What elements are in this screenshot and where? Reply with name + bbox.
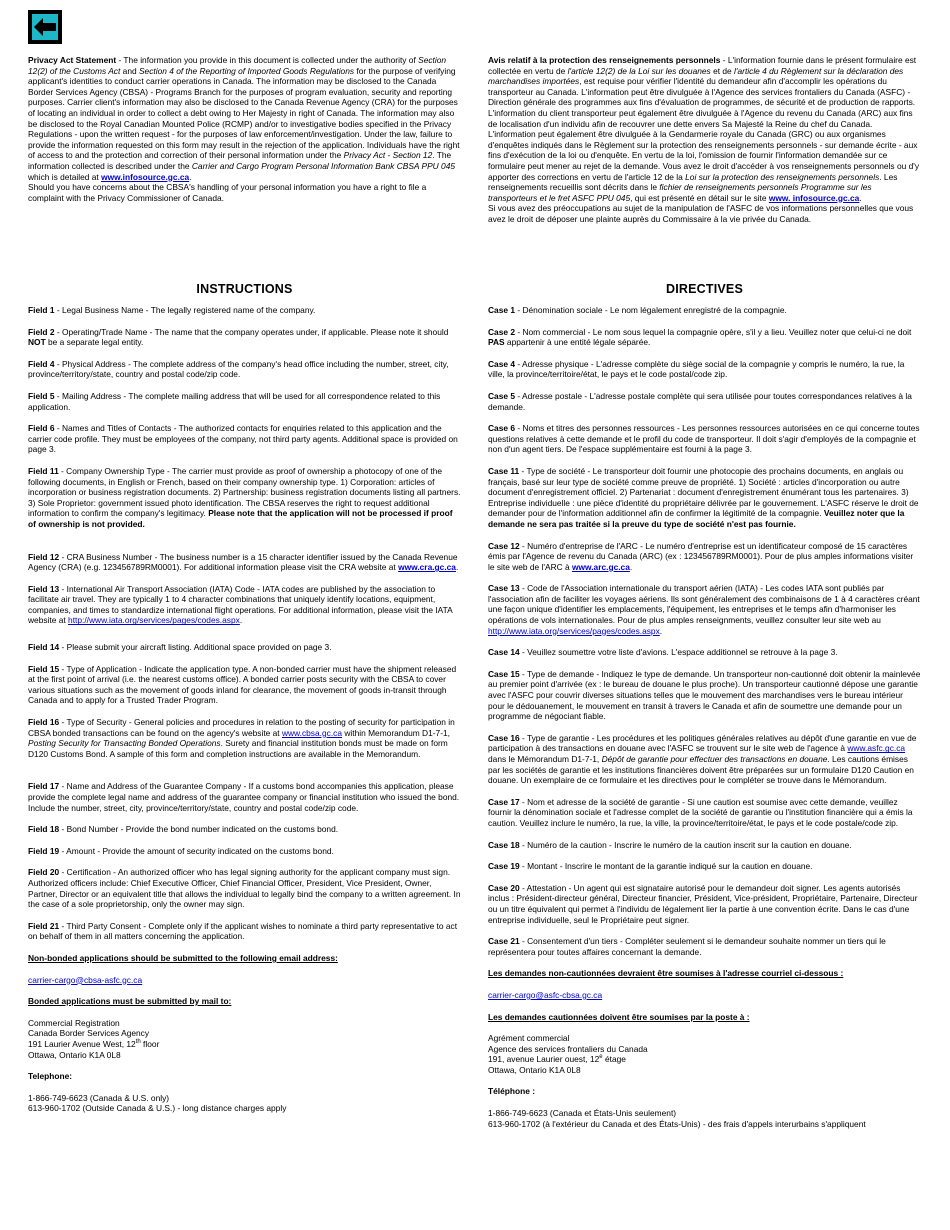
email-link-en[interactable]: carrier-cargo@cbsa-asfc.gc.ca bbox=[28, 974, 143, 985]
field-19: Field 19 - Amount - Provide the amount of security indicated on the customs bond. bbox=[28, 845, 334, 856]
iata-link-en[interactable]: http://www.iata.org/services/pages/codes.aspx bbox=[68, 615, 240, 626]
case-6: Case 6 - Noms et titres des personnes ressources - Les personnes ressources autorisées en ce qui concerne toutes questions relatives à cette demande et le profil du code de transporteur. Il doit s'agir d'employés de la compagnie et non d'un agent tiers. De l'espace supplémentaire est fourni à la page 3. bbox=[488, 423, 920, 455]
privacy-title-en: Privacy Act Statement bbox=[28, 55, 117, 65]
field-21: Field 21 - Third Party Consent - Complete only if the applicant wishes to nominate a third party representative to act on behalf of them in all matters concerning the application. bbox=[28, 920, 458, 942]
nonbonded-heading-fr: Les demandes non-cautionnées devraient être soumises à l'adresse courriel ci-dessous : bbox=[488, 968, 844, 979]
privacy-title-fr: Avis relatif à la protection des renseignements personnels bbox=[488, 55, 721, 65]
case-12: Case 12 - Numéro d'entreprise de l'ARC - Le numéro d'entreprise est un identificateur composé de 15 caractères émis par l'Agence de revenu du Canada (ARC) (ex : 123456789RM0001). Pour de plus amples informations visiter le site web de l'ARC à www.arc.gc.ca. bbox=[488, 540, 914, 572]
directives-heading: DIRECTIVES bbox=[665, 282, 743, 296]
field-16: Field 16 - Type of Security - General policies and procedures in relation to the posting of security for participation in CBSA bonded transactions can be found on the agency's website at www.cbsa.gc.ca within Memorandum D1-7-1, Posting Security for Transacting Bonded Operations. Surety and financial institution bonds must be made on form D120 Customs Bond. A sample of this form and completion instructions are available in the Memorandum. bbox=[28, 717, 455, 759]
case-1: Case 1 - Dénomination sociale - Le nom légalement enregistré de la compagnie. bbox=[488, 305, 787, 315]
field-4: Field 4 - Physical Address - The complete address of the company's head office including the number, street, city, province/territory/state, country and postal code/zip code. bbox=[28, 358, 449, 380]
field-11: Field 11 - Company Ownership Type - The carrier must provide as proof of ownership a photocopy of one of the following documents, in English or French, based on their company ownership type. 1) Corporation: articles of incorporation or business registration documents. 2) Partnership: business registration documents listing all partners. 3) Sole Proprietor: government issued photo identification. The CBSA reserves the right to request additional information to confirm the company's legitimacy. Please note that the application will not be processed if proof of ownership is not provided. bbox=[28, 465, 461, 529]
field-6: Field 6 - Names and Titles of Contacts - The authorized contacts for enquiries related to this application and the carrier code profile. They must be employees of the company, not third party agents. Additional space is provided on page 3. bbox=[28, 423, 458, 455]
infosource-link-en[interactable]: www.infosource.gc.ca bbox=[101, 171, 190, 182]
case-15: Case 15 - Type de demande - Indiquez le type de demande. Un transporteur non-cautionné doit obtenir la mainlevée au premier point d'arrivée (ex : le bureau de douane le plus proche). Un transporteur cautionné dépose une garantie avec l'ASFC pour couvrir diverses situations telles que le mouvement des marchandises vers le bureau intérieur pour le dédouanement, le mouvement en transit à travers le Canada et afin de soumettre une demande pour un programme de négociant fiable. bbox=[488, 668, 921, 722]
field-13: Field 13 - International Air Transport Association (IATA) Code - IATA codes are published by the association to facilitate air travel. They are typically 1 to 4 character combinations that uniquely identify locations, equipment, companies, and times to standardize international flight operations. For additional information, please visit the IATA website at http://www.iata.org/services/pages/codes.aspx. bbox=[28, 583, 453, 626]
telephone-numbers-en: 1-866-749-6623 (Canada & U.S. only) 613-960-1702 (Outside Canada & U.S.) - long distance charges apply bbox=[28, 1092, 287, 1114]
case-4: Case 4 - Adresse physique - L'adresse complète du siège social de la compagnie y compris le numéro, la rue, la ville, la province/territoire/état, le pays et le code postal/code zip. bbox=[488, 358, 905, 380]
bonded-heading-en: Bonded applications must be submitted by mail to: bbox=[28, 996, 232, 1007]
case-20: Case 20 - Attestation - Un agent qui est signataire autorisé pour le demandeur doit signer. Les agents autorisés inclus : Président-directeur général, Directeur financier, Président, Vice-président, Propriétaire, Partenaire, Directeur ou un titre équivalent qui permet à l'individu de légalement lier la partie à une convention écrite. Dans le cas d'une entreprise individuelle, seul le Propriétaire peut signer. bbox=[488, 882, 918, 925]
mailing-address-en: Commercial Registration Canada Border Services Agency 191 Laurier Avenue West, 12th floor Ottawa, Ontario K1A 0L8 bbox=[28, 1017, 160, 1060]
case-18: Case 18 - Numéro de la caution - Inscrire le numéro de la caution inscrit sur la caution en douane. bbox=[488, 839, 852, 850]
privacy-statement-en: Privacy Act Statement - The information you provide in this document is collected under the authority of Section 12(2) of the Customs Act and Section 4 of the Reporting of Imported Goods Regulations for the purpose of verifying applicant's identities to conduct carrier operations in Canada. The information may be disclosed to the Canada Border Services Agency (CBSA) - Programs Branch for the purposes of program evaluation, security and reporting purposes. Carrier client's information may also be disclosed to the Canada Revenue Agency (CRA) for the purposes of locating an individual in order to collect a debt owing to Her Majesty in right of Canada. The information may also be disclosed to the Royal Canadian Mounted Police (RCMP) and/or to investigative bodies specified in the Privacy Regulations - upon the written request - for the purposes of law enforcement/investigation. Under the law, failure to provide the information requested on this form may result in the rejection of the application. Individuals have the right of access to and the protection and correction of their personal information under the Privacy Act - Section 12. The information collected is described under the Carrier and Cargo Program Personal Information Bank CBSA PPU 045 which is detailed at www.infosource.gc.ca. Should you have concerns about the CBSA's handling of your personal information you have a right to file a complaint with the Privacy Commissioner of Canada. bbox=[28, 55, 460, 203]
email-link-fr[interactable]: carrier-cargo@asfc-cbsa.gc.ca bbox=[488, 989, 603, 1000]
field-5: Field 5 - Mailing Address - The complete mailing address that will be used for all correspondence related to this application. bbox=[28, 390, 441, 412]
back-button[interactable] bbox=[28, 10, 62, 44]
arc-link[interactable]: www.arc.gc.ca bbox=[572, 561, 630, 572]
cra-link[interactable]: www.cra.gc.ca bbox=[398, 562, 456, 573]
field-2: Field 2 - Operating/Trade Name - The name that the company operates under, if applicable. Please note it should NOT be a separate legal entity. bbox=[28, 326, 449, 348]
telephone-label-en: Telephone: bbox=[28, 1071, 73, 1082]
case-21: Case 21 - Consentement d'un tiers - Compléter seulement si le demandeur souhaite nommer un tiers qui le représentera pour toutes affaires concernant la demande. bbox=[488, 936, 886, 957]
privacy-statement-fr: Avis relatif à la protection des renseignements personnels - L'information fournie dans le présent formulaire est collectée en vertu de l'article 12(2) de la Loi sur les douanes et de l'article 4 du Règlement sur la déclaration des marchandises importées, est requise pour vérifier l'identité du demandeur afin d'accomplir les opérations du transporteur au Canada. L'information peut être divulguée à l'Agence des services frontaliers du Canada (ASFC) - Direction générale des programmes aux fins d'évaluation de programmes, de sécurité et de production de rapports. L'information du client transporteur peut également être divulguée à l'Agence du revenu du Canada (ARC) aux fins de localisation d'un individu afin de recouvrer une dette envers Sa Majesté la Reine du chef du Canada. L'information peut également être divulguée à la Gendarmerie royale du Canada (GRC) ou aux organismes d'enquêtes indiqués dans le Règlement sur la protection des renseignements personnels - sur demande écrite - aux fins d'exécution de la loi ou d'enquête. En vertu de la loi, l'omission de fournir l'information demandée sur ce formulaire peut mener au rejet de la demande. Vous avez le droit d'accéder à vos renseignements personnels ou d'y apporter des corrections en vertu de l'article 12 de la Loi sur la protection des renseignements personnels. Les renseignements recueillis sont décrits dans le fichier de renseignements personnels Programme sur les transporteurs et le fret ASFC PPU 045, qui est présenté en détail sur le site www. infosource.gc.ca. Si vous avez des préoccupations au sujet de la manipulation de l'ASFC de vos informations personnelles que vous avez le droit de déposer une plainte auprès du Commissaire à la vie privée du Canada. bbox=[488, 55, 920, 224]
telephone-numbers-fr: 1-866-749-6623 (Canada et États-Unis seulement) 613-960-1702 (à l'extérieur du Canada et des États-Unis) - des frais d'appels interurbains s'appliquent bbox=[488, 1108, 866, 1129]
infosource-link-fr[interactable]: www. infosource.gc.ca bbox=[768, 192, 860, 203]
nonbonded-heading-en: Non-bonded applications should be submitted to the following email address: bbox=[28, 952, 338, 963]
case-13: Case 13 - Code de l'Association internationale du transport aérien (IATA) - Les codes IATA sont publiés par l'association afin de faciliter les voyages aériens. Ils sont généralement des combinaisons de 1 à 4 caractères créant une façon unique d'identifier les emplacements, l'équipement, les entreprises et le temps afin d'harmoniser les opérations de vols internationales. Pour de plus amples renseignments, veuillez consulter leur site web au http://www.iata.org/services/pages/codes.aspx. bbox=[488, 583, 920, 636]
field-12: Field 12 - CRA Business Number - The business number is a 15 character identifier issued by the Canada Revenue Agency (CRA) (e.g. 123456789RM0001). For additional information please visit the CRA website at www.cra.gc.ca. bbox=[28, 551, 459, 573]
directives-fr bbox=[488, 305, 921, 1129]
bonded-heading-fr: Les demandes cautionnées doivent être soumises par la poste à : bbox=[488, 1011, 750, 1022]
asfc-link[interactable]: www.asfc.gc.ca bbox=[847, 743, 906, 754]
field-20: Field 20 - Certification - An authorized officer who has legal signing authority for the applicant company must sign. Authorized officers include: Chief Executive Officer, Chief Financial Officer, President, Vice President, Owner, Partner, Director or an equivalent title that allows the individual to legally bind the company to a written agreement. In the case of a sole proprietorship, only the owner may sign. bbox=[28, 867, 461, 910]
instructions-en bbox=[28, 305, 461, 1114]
case-2: Case 2 - Nom commercial - Le nom sous lequel la compagnie opère, s'il y a lieu. Veuillez noter que celui-ci ne doit PAS appartenir à une entité légale séparée. bbox=[488, 326, 912, 348]
case-5: Case 5 - Adresse postale - L'adresse postale complète qui sera utilisée pour toutes correspondances relatives à la demande. bbox=[488, 390, 912, 412]
field-1: Field 1 - Legal Business Name - The legally registered name of the company. bbox=[28, 305, 316, 315]
instructions-heading: INSTRUCTIONS bbox=[196, 282, 293, 296]
telephone-label-fr: Téléphone : bbox=[488, 1086, 535, 1097]
case-14: Case 14 - Veuillez soumettre votre liste d'avions. L'espace additionnel se retrouve à la page 3. bbox=[488, 647, 838, 658]
case-16: Case 16 - Type de garantie - Les procédures et les politiques générales relatives au dépôt d'une garantie en vue de participation à des transactions en douane avec l'ASFC se trouvent sur le site web de l'agence à www.asfc.gc.ca dans le Mémorandum D1-7-1, Dépôt de garantie pour effectuer des transactions en douane. Les cautions émises par les sociétés de garantie et les institutions financières doivent être préparées sur un formulaire D120 Caution en douane. Un exemplaire de ce formulaire et les directives pour le compléter se trouve dans le Mémorandum. bbox=[488, 732, 917, 786]
back-arrow-icon bbox=[32, 14, 58, 40]
field-18: Field 18 - Bond Number - Provide the bond number indicated on the customs bond. bbox=[28, 824, 339, 835]
case-11: Case 11 - Type de société - Le transporteur doit fournir une photocopie des prochains documents, en anglais ou français, basé sur leur type de société comme preuve de propriété. 1) Société : articles d'incorporation ou autre document d'enregistrement officiel. 2) Partenariat : document d'enregistrement énumérant tous les partenaires. 3) Entreprise individuelle : une pièce d'identité du propriétaire délivrée par le gouvernement. L'ASFC réserve le droit de demander pour de l'information additionnel afin de confirmer la légitimité de la compagnie. Veuillez noter que la demande ne sera pas traitée si la preuve du type de société n'est pas fournie. bbox=[488, 465, 919, 529]
case-19: Case 19 - Montant - Inscrire le montant de la garantie indiqué sur la caution en douane. bbox=[488, 861, 813, 872]
case-17: Case 17 - Nom et adresse de la société de garantie - Si une caution est soumise avec cette demande, veuillez fournir la dénomination sociale et l'adresse complet de la société de garantie ou l'institution financière qui a émis la caution. Veuillez inclure le numéro, la rue, la ville, la province/territoire/état, le pays et le code postale/code zip. bbox=[488, 796, 913, 828]
field-17: Field 17 - Name and Address of the Guarantee Company - If a customs bond accompanies this application, please provide the complete legal name and address of the guarantee company or financial institution who issued the bond. Include the number, street, city, province/territory/state, country and postal code/zip code. bbox=[28, 781, 460, 813]
iata-link-fr[interactable]: http://www.iata.org/services/pages/codes.aspx bbox=[488, 625, 660, 636]
field-15: Field 15 - Type of Application - Indicate the application type. A non-bonded carrier must have the shipment released at the first point of arrival (i.e. the nearest customs office). A bonded carrier posts security with the CBSA to cover various situations such as the movement of goods inland for clearance, the movement of goods in-transit through Canada and to apply for a Trusted Trader Program. bbox=[28, 663, 457, 706]
mailing-address-fr: Agrément commercial Agence des services frontaliers du Canada 191, avenue Laurier ouest, 12e étage Ottawa, Ontario K1A 0L8 bbox=[488, 1033, 648, 1075]
field-14: Field 14 - Please submit your aircraft listing. Additional space provided on page 3. bbox=[28, 642, 332, 653]
cbsa-link[interactable]: www.cbsa.gc.ca bbox=[281, 727, 342, 738]
